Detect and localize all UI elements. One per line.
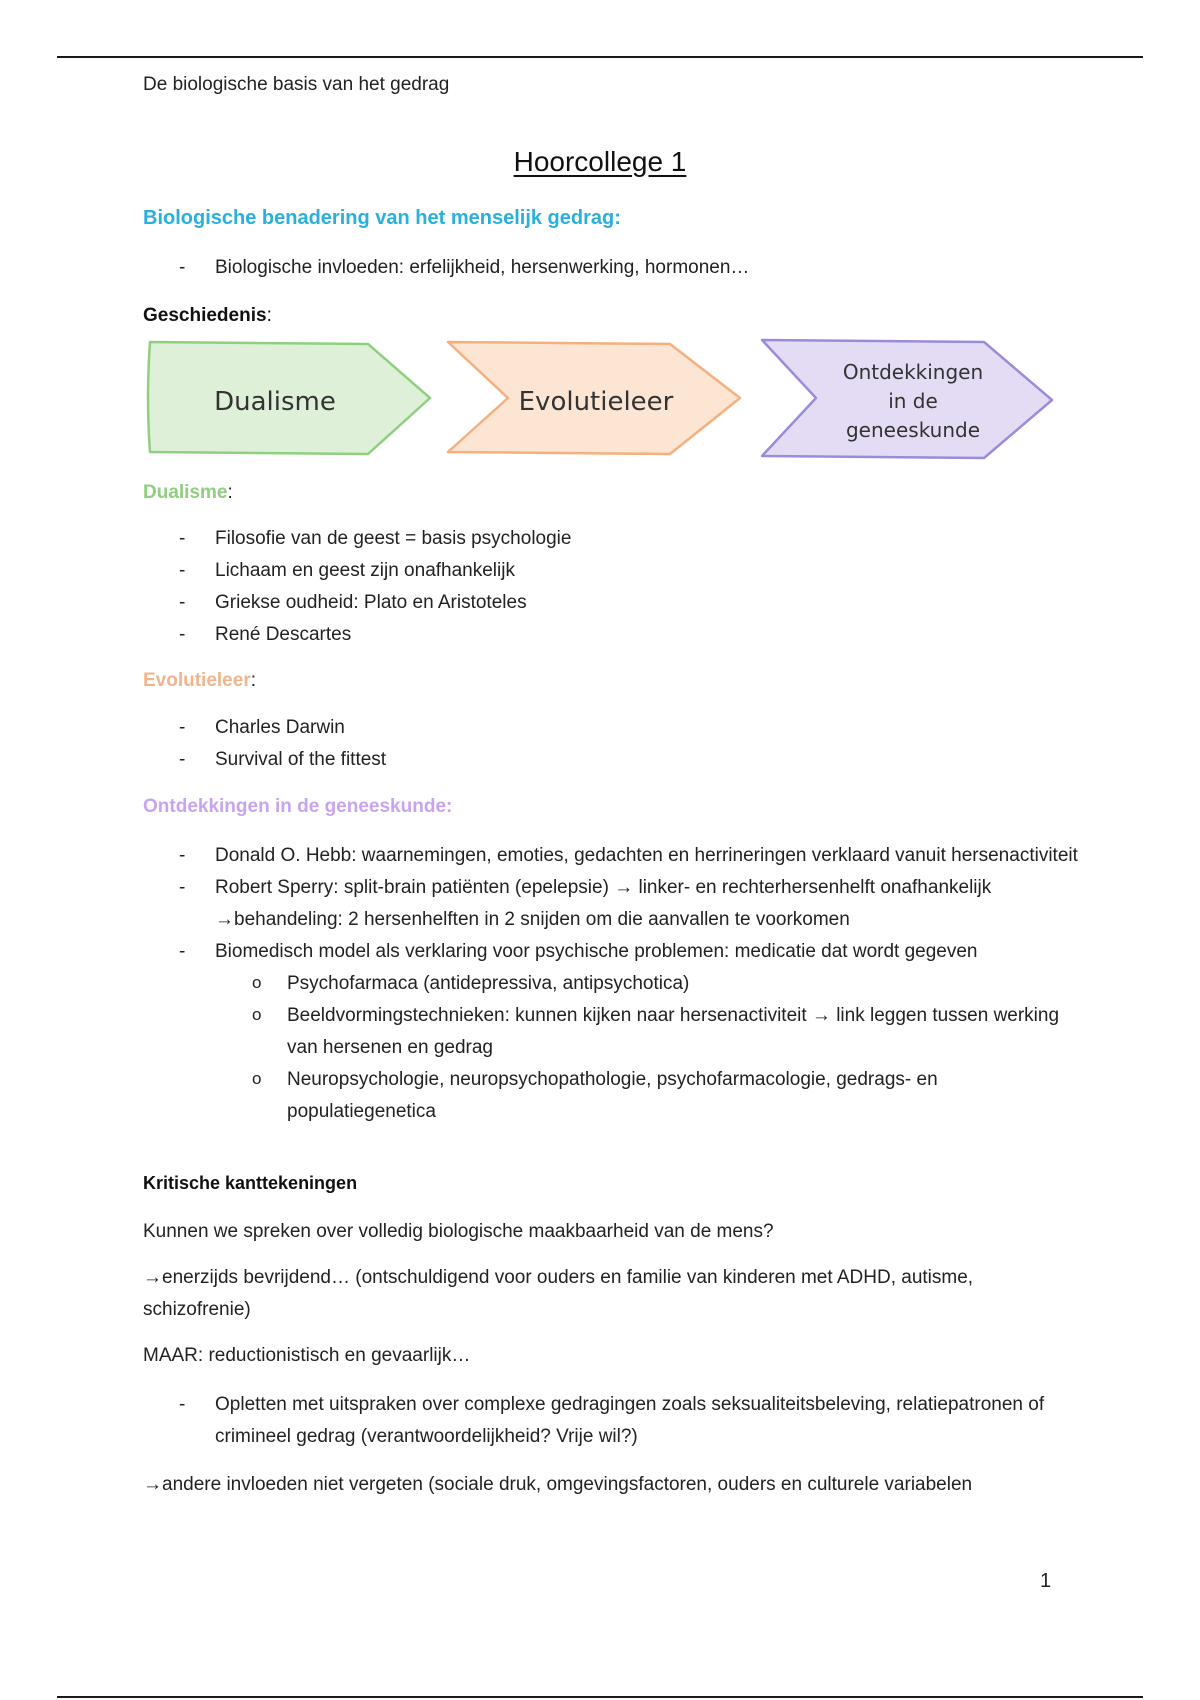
list-item: - René Descartes — [143, 619, 1078, 651]
kritisch-question: Kunnen we spreken over volledig biologische maakbaarheid van de mens? — [143, 1221, 774, 1242]
kritisch-paragraph-2: MAAR: reductionistisch en gevaarlijk… — [143, 1345, 471, 1366]
list-item-text: Biomedisch model als verklaring voor psychische problemen: medicatie dat wordt gegeven — [215, 941, 978, 962]
list-item — [143, 936, 1078, 1128]
page-title: Hoorcollege 1 — [513, 146, 687, 177]
list-item: - Survival of the fittest — [143, 744, 1078, 776]
chevron-label-ontdekkingen-3: geneeskunde — [845, 418, 981, 442]
top-rule — [57, 56, 1143, 58]
list-item: - Opletten met uitspraken over complexe gedragingen zoals seksualiteitsbeleving, relatiepatronen of crimineel gedrag (verantwoordelijkheid? Vrije wil?) — [143, 1389, 1078, 1453]
dualisme-list — [143, 523, 1078, 651]
ontdekkingen-list — [143, 840, 1078, 1128]
ontdekkingen-heading: Ontdekkingen in de geneeskunde: — [143, 796, 453, 817]
kritisch-list — [143, 1389, 1078, 1453]
list-item: - Biologische invloeden: erfelijkheid, hersenwerking, hormonen… — [143, 252, 1078, 284]
evolutieleer-heading-colon: : — [250, 670, 256, 691]
chevron-label-dualisme: Dualisme — [214, 387, 336, 417]
list-item: - Charles Darwin — [143, 712, 1078, 744]
list-item: - Lichaam en geest zijn onafhankelijk — [143, 555, 1078, 587]
dualisme-heading — [143, 482, 233, 504]
dualisme-heading-text: Dualisme — [143, 482, 228, 503]
sublist-item: o Neuropsychologie, neuropsychopathologie, psychofarmacologie, gedrags- en populatiegenetica — [215, 1064, 1078, 1128]
list-item: - Filosofie van de geest = basis psychologie — [143, 523, 1078, 555]
kritisch-paragraph-1: →enerzijds bevrijdend… (ontschuldigend voor ouders en familie van kinderen met ADHD, autisme, schizofrenie) — [143, 1267, 974, 1320]
evolutieleer-heading — [143, 670, 256, 692]
history-heading-colon: : — [266, 305, 272, 326]
sublist-item: o Psychofarmaca (antidepressiva, antipsychotica) — [215, 968, 1078, 1000]
page-number: 1 — [1040, 1570, 1052, 1592]
history-heading-text: Geschiedenis — [143, 305, 267, 326]
kritisch-paragraph-3: →andere invloeden niet vergeten (sociale druk, omgevingsfactoren, ouders en culturele variabelen — [143, 1474, 973, 1495]
list-item: - Griekse oudheid: Plato en Aristoteles — [143, 587, 1078, 619]
kritisch-heading: Kritische kanttekeningen — [143, 1173, 358, 1193]
history-heading — [143, 305, 272, 327]
list-item: - Donald O. Hebb: waarnemingen, emoties, gedachten en herrineringen verklaard vanuit hersenactiviteit — [143, 840, 1078, 872]
evolutieleer-list — [143, 712, 1078, 776]
section-heading-biological: Biologische benadering van het menselijk gedrag: — [143, 207, 621, 229]
chevron-label-ontdekkingen-2: in de — [888, 389, 938, 413]
biological-list — [143, 252, 1078, 284]
sublist-item: o Beeldvormingstechnieken: kunnen kijken naar hersenactiviteit → link leggen tussen werking van hersenen en gedrag — [215, 1000, 1078, 1064]
chevron-label-ontdekkingen-1: Ontdekkingen — [842, 360, 984, 384]
list-item: - Robert Sperry: split-brain patiënten (epelepsie) → linker- en rechterhersenhelft onafhankelijk →behandeling: 2 hersenhelften in 2 snijden om die aanvallen te voorkomen — [143, 872, 1078, 936]
chevron-label-evolutieleer: Evolutieleer — [518, 387, 674, 417]
history-flow-diagram — [140, 332, 1060, 462]
bottom-rule — [57, 1696, 1143, 1698]
evolutieleer-heading-text: Evolutieleer — [143, 670, 251, 691]
ontdekkingen-sublist — [215, 968, 1078, 1128]
page-header: De biologische basis van het gedrag — [143, 74, 450, 95]
dualisme-heading-colon: : — [227, 482, 233, 503]
